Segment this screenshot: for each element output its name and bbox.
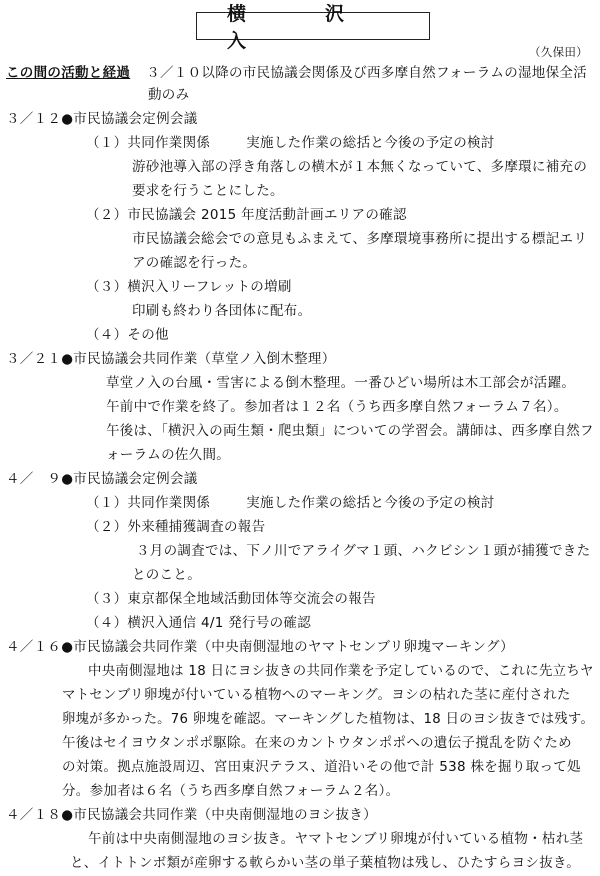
section-date: ４／１８ bbox=[6, 807, 62, 823]
item-body-line: 要求を行うことにした。 bbox=[132, 183, 284, 199]
list-item: （３）東京都保全地域活動団体等交流会の報告 bbox=[86, 591, 376, 607]
bullet-icon: ● bbox=[61, 111, 74, 127]
item-body-line: 印刷も終わり各団体に配布。 bbox=[132, 303, 312, 319]
list-item: （３）横沢入リーフレットの増刷 bbox=[86, 279, 292, 295]
body-line: 中央南側湿地は 18 日にヨシ抜きの共同作業を予定しているので、これに先立ちヤ bbox=[88, 663, 594, 679]
list-item: （２）市民協議会 2015 年度活動計画エリアの確認 bbox=[86, 207, 407, 223]
list-item bbox=[86, 132, 495, 154]
item-aside: 実施した作業の総括と今後の予定の検討 bbox=[246, 135, 495, 151]
list-item: （２）外来種捕獲調査の報告 bbox=[86, 519, 266, 535]
item-label: （１）共同作業関係 bbox=[86, 495, 211, 511]
bullet-icon: ● bbox=[61, 351, 74, 367]
item-body-line: 市民協議会総会での意見もふまえて、多摩環境事務所に提出する標記エリ bbox=[132, 231, 588, 247]
body-line: ォーラムの佐久間。 bbox=[106, 447, 231, 463]
item-body-line: 游砂池導入部の浮き角落しの横木が１本無くなっていて、多摩環に補充の bbox=[132, 159, 588, 175]
section-header bbox=[6, 636, 514, 658]
section-date: ４／１６ bbox=[6, 639, 62, 655]
item-body-line: ３月の調査では、下ノ川でアライグマ１頭、ハクビシン１頭が捕獲できた bbox=[136, 543, 591, 559]
body-line: 午前は中央南側湿地のヨシ抜き。ヤマトセンブリ卵塊が付いている植物・枯れ茎 bbox=[88, 831, 584, 847]
page-title: 横 沢 入 bbox=[196, 12, 430, 40]
body-line: 午後は、「横沢入の両生類・爬虫類」についての学習会。講師は、西多摩自然フ bbox=[106, 423, 594, 439]
bullet-icon: ● bbox=[61, 639, 74, 655]
body-line: 草堂ノ入の台風・雪害による倒木整理。一番ひどい場所は木工部会が活躍。 bbox=[106, 375, 576, 391]
body-line: 分。参加者は６名（うち西多摩自然フォーラム２名）。 bbox=[62, 783, 400, 799]
body-line: と、イトトンボ類が産卵する軟らかい茎の単子葉植物は残し、ひたすらヨシ抜き。 bbox=[70, 855, 581, 871]
section-header bbox=[6, 348, 336, 370]
bullet-icon: ● bbox=[61, 471, 74, 487]
intro-text-cont: 動のみ bbox=[148, 87, 190, 103]
body-line: の対策。拠点施設周辺、宮田東沢テラス、道沿いその他で計 538 株を掘り取って処 bbox=[62, 759, 581, 775]
list-item: （４）その他 bbox=[86, 327, 169, 343]
section-date: ３／２１ bbox=[6, 351, 62, 367]
item-aside: 実施した作業の総括と今後の予定の検討 bbox=[246, 495, 495, 511]
item-label: （１）共同作業関係 bbox=[86, 135, 211, 151]
section-heading: 市民協議会定例会議 bbox=[73, 471, 198, 487]
section-heading: 市民協議会定例会議 bbox=[73, 111, 198, 127]
list-item: （４）横沢入通信 4/1 発行号の確認 bbox=[86, 615, 312, 631]
intro-label: この間の活動と経過 bbox=[6, 65, 131, 81]
body-line: 卵塊が多かった。76 卵塊を確認。マーキングした植物は、18 日のヨシ抜きでは残す。 bbox=[62, 711, 595, 727]
section-date: ３／１２ bbox=[6, 111, 62, 127]
section-heading: 市民協議会共同作業（中央南側湿地のヨシ抜き） bbox=[73, 807, 377, 823]
intro-text: ３／１０以降の市民協議会関係及び西多摩自然フォーラムの湿地保全活 bbox=[146, 65, 587, 81]
bullet-icon: ● bbox=[61, 807, 74, 823]
body-line: 午前中で作業を終了。参加者は１２名（うち西多摩自然フォーラム７名）。 bbox=[106, 399, 568, 415]
section-header bbox=[6, 468, 198, 490]
author-name: （久保田） bbox=[529, 45, 588, 59]
section-header bbox=[6, 108, 198, 130]
section-header bbox=[6, 804, 377, 826]
body-line: マトセンブリ卵塊が付いている植物へのマーキング。ヨシの枯れた茎に産付された bbox=[62, 687, 571, 703]
intro-line bbox=[6, 62, 587, 84]
section-heading: 市民協議会共同作業（草堂ノ入倒木整理） bbox=[73, 351, 336, 367]
list-item bbox=[86, 492, 495, 514]
item-body-line: とのこと。 bbox=[132, 567, 201, 583]
body-line: 午後はセイヨウタンポポ駆除。在来のカントウタンポポへの遺伝子撹乱を防ぐため bbox=[62, 735, 572, 751]
section-heading: 市民協議会共同作業（中央南側湿地のヤマトセンブリ卵塊マーキング） bbox=[73, 639, 514, 655]
section-date: ４／ ９ bbox=[6, 471, 62, 487]
item-body-line: アの確認を行った。 bbox=[132, 255, 257, 271]
